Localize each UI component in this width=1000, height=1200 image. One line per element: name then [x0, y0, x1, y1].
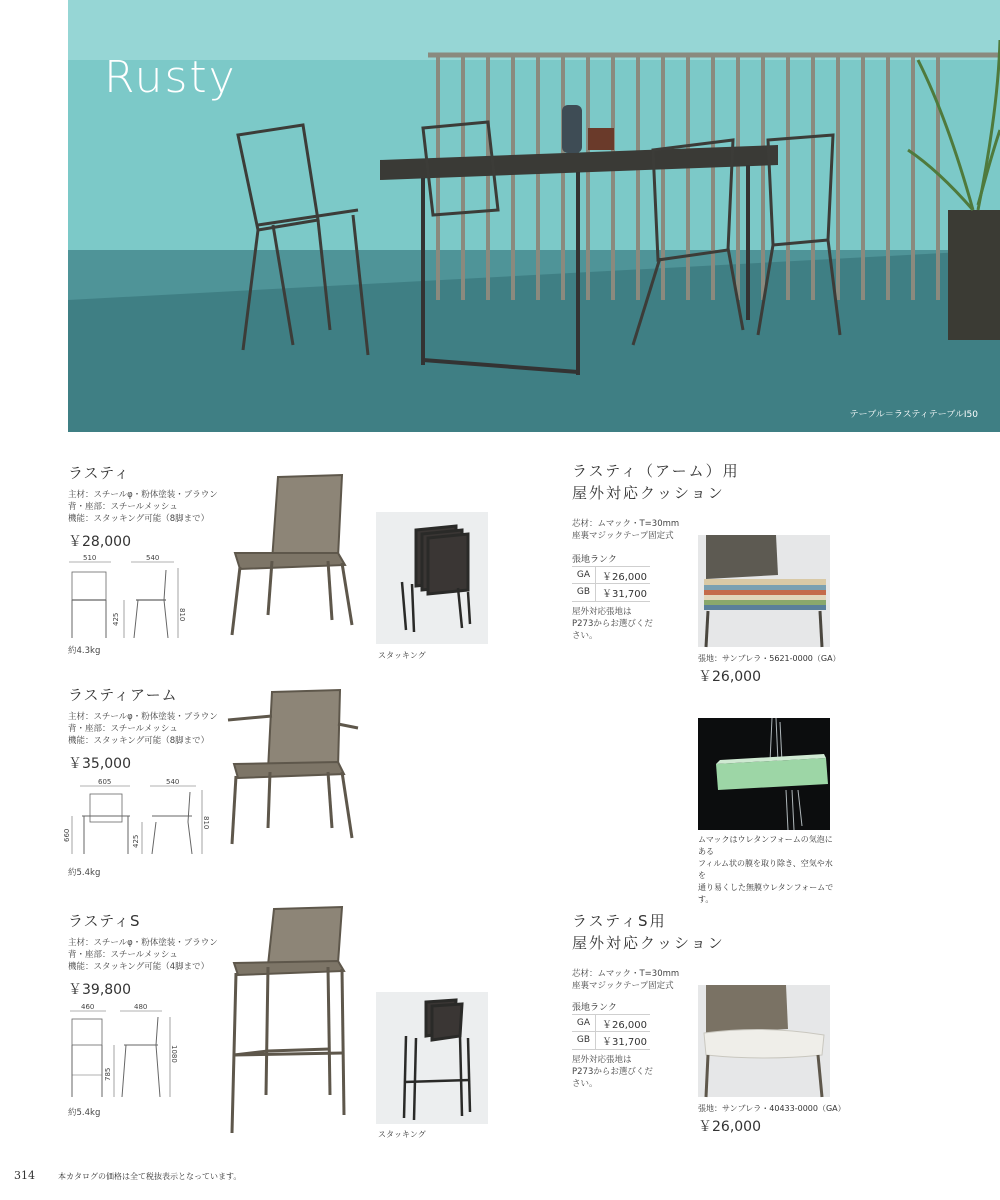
striped-cushion-icon	[698, 535, 830, 647]
cushion-price: ￥26,000	[698, 669, 761, 685]
stacked-chairs-icon	[376, 512, 488, 644]
cushion-spec: 芯材：ムマック・T=30mm 座裏マジックテープ固定式	[572, 969, 680, 991]
stacking-caption: スタッキング	[378, 651, 426, 660]
dimension-diagram-rusty-s	[66, 1005, 196, 1103]
product-weight: 約5.4kg	[68, 1108, 101, 1118]
footer-note: 本カタログの価格は全て税抜表示となっています。	[58, 1172, 242, 1181]
dim-depth: 540	[146, 554, 160, 562]
stacking-photo-rusty-s	[376, 992, 488, 1124]
hero-photo	[68, 0, 1000, 432]
rank-row: GB ￥31,700	[572, 584, 650, 602]
dim-depth: 540	[166, 778, 180, 786]
product-price: ￥28,000	[68, 534, 131, 550]
foam-photo	[698, 718, 830, 830]
product-photo-rusty	[220, 465, 370, 640]
dim-height: 810	[202, 816, 210, 830]
product-spec: 主材：スチールφ・粉体塗装・ブラウン 背・座部：スチールメッシュ 機能：スタッキング可能（8脚まで）	[68, 712, 218, 746]
dim-height: 1080	[170, 1045, 178, 1063]
stacking-photo-rusty	[376, 512, 488, 644]
fabric-caption: 張地：サンブレラ・40433-0000（GA）	[698, 1104, 846, 1113]
product-name: ラスティアーム	[68, 686, 178, 704]
rank-label: 張地ランク	[572, 555, 617, 565]
cushion-spec: 芯材：ムマック・T=30mm 座裏マジックテープ固定式	[572, 519, 680, 541]
hero-title: Rusty	[104, 52, 237, 103]
rank-table	[572, 566, 650, 602]
cushion-note: 屋外対応張地は P273からお選びくだ さい。	[572, 607, 653, 641]
cushion-title: ラスティ（アーム）用 屋外対応クッション	[572, 462, 740, 502]
dim-depth: 480	[134, 1003, 148, 1011]
product-name: ラスティS	[68, 912, 141, 930]
product-price: ￥35,000	[68, 756, 131, 772]
rank-row: GA ￥26,000	[572, 1014, 650, 1032]
product-photo-rusty-arm	[222, 688, 362, 848]
product-price: ￥39,800	[68, 982, 131, 998]
dim-arm: 660	[63, 828, 71, 842]
barstool-icon	[228, 905, 348, 1135]
dim-width: 605	[98, 778, 112, 786]
product-weight: 約4.3kg	[68, 646, 101, 656]
stacked-barstools-icon	[376, 992, 488, 1124]
product-weight: 約5.4kg	[68, 868, 101, 878]
dim-seat: 785	[104, 1067, 112, 1081]
foam-water-icon	[698, 718, 830, 830]
armchair-icon	[222, 688, 362, 848]
white-cushion-icon	[698, 985, 830, 1097]
dim-width: 460	[81, 1003, 95, 1011]
rank-table	[572, 1014, 650, 1050]
fabric-caption: 張地：サンブレラ・5621-0000（GA）	[698, 654, 841, 663]
dimension-diagram-rusty	[66, 556, 196, 646]
stacking-caption: スタッキング	[378, 1130, 426, 1139]
product-photo-rusty-s	[228, 905, 348, 1135]
dimension-diagram-rusty-arm	[63, 778, 216, 862]
product-name: ラスティ	[68, 464, 131, 482]
foam-note: ムマックはウレタンフォームの気泡にある フィルム状の膜を取り除き、空気や水を 通り易くした無膜ウレタンフォームです。	[698, 835, 834, 904]
product-spec: 主材：スチールφ・粉体塗装・ブラウン 背・座部：スチールメッシュ 機能：スタッキング可能（4脚まで）	[68, 938, 218, 972]
rank-label: 張地ランク	[572, 1003, 617, 1013]
dim-seat: 425	[132, 834, 140, 848]
cushion-photo-striped	[698, 535, 830, 647]
hero-caption: テーブル＝ラスティテーブルI50	[849, 410, 978, 420]
product-spec: 主材：スチールφ・粉体塗装・ブラウン 背・座部：スチールメッシュ 機能：スタッキング可能（8脚まで）	[68, 490, 218, 524]
dim-height: 810	[178, 608, 186, 622]
rank-row: GA ￥26,000	[572, 566, 650, 584]
rank-row: GB ￥31,700	[572, 1032, 650, 1050]
cushion-price: ￥26,000	[698, 1119, 761, 1135]
chair-icon	[220, 465, 370, 640]
page-number: 314	[14, 1169, 35, 1182]
dim-seat: 425	[112, 612, 120, 626]
cushion-title: ラスティS用 屋外対応クッション	[572, 912, 725, 952]
dim-width: 510	[83, 554, 97, 562]
cushion-note: 屋外対応張地は P273からお選びくだ さい。	[572, 1055, 653, 1089]
cushion-photo-white	[698, 985, 830, 1097]
